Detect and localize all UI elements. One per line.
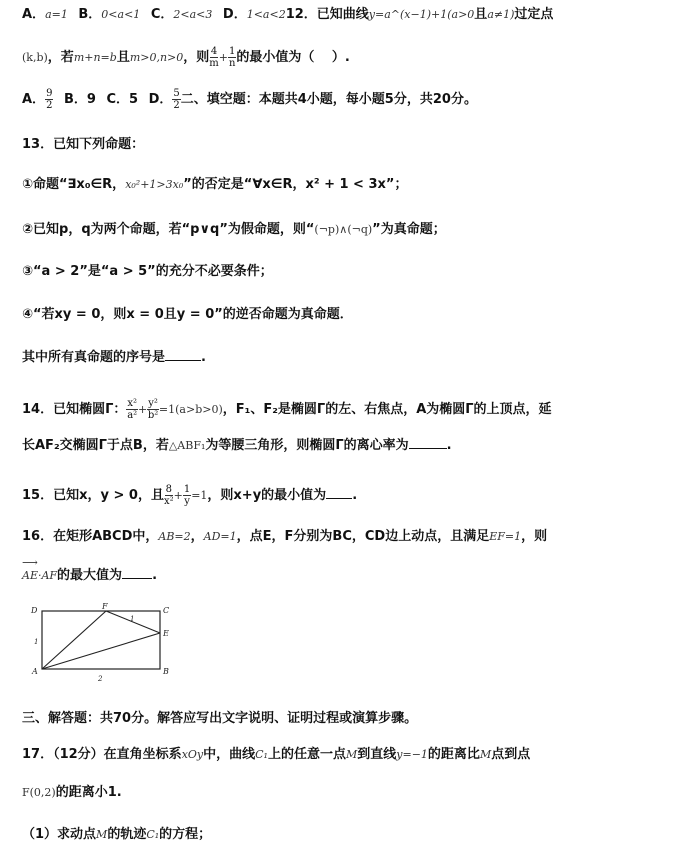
p2-text-a: ②已知p，q为两个命题，若“p∨q”为假命题，则“ [22,222,315,237]
option-b: B．9 [63,92,96,107]
section-3-heading: 三、解答题：共70分。解答应写出文字说明、证明过程或演算步骤。 [22,711,418,726]
ad-math: AD=1 [203,530,237,543]
plus-sign: + [218,51,228,64]
label-d: D [31,606,38,615]
q16-line-2 [22,566,157,585]
frac-den: 2 [173,100,180,111]
q12-line-2 [22,46,350,69]
label-b: B [163,667,169,676]
q17-text-b: 中，曲线 [203,747,256,762]
q12-point-math: (k,b) [22,51,48,64]
frac-num: 5 [173,88,180,99]
q16-text-c: ，则 [521,529,548,544]
q16-text-b: ，点E，F分别为BC，CD边上动点，且满足 [236,529,490,544]
q17-line-1 [22,746,530,764]
frac-den: x² [163,496,174,507]
q14-text-d: 为等腰三角形，则椭圆Γ的离心率为 [205,438,409,453]
p1-text-a: ①命题“∃x₀∈R， [22,177,126,192]
q13-heading: 13．已知下列命题： [22,137,145,152]
frac-num: y² [148,398,158,409]
fraction-4-over-m [209,46,218,69]
q12-text-and: 且 [116,50,130,65]
m-math: M [96,828,108,841]
answer-blank[interactable] [409,436,447,449]
label-side-2: 2 [98,675,103,683]
part1-text-b: 的轨迹 [107,827,147,842]
q15-line [22,484,357,507]
frac-num: 4 [210,46,218,57]
m-math: M [345,748,358,761]
q16-line-1 [22,528,547,546]
fraction-8-over-x2 [164,484,174,507]
q16-text-d: 的最大值为 [57,568,123,583]
q13-proposition-1 [22,176,407,194]
label-a: A [32,667,38,676]
fraction-5-over-2 [172,88,180,111]
q12-question-tail: 的最小值为（ ）. [236,50,350,65]
q13-question [22,348,206,367]
q14-text-b: ，F₁、F₂是椭圆Γ的左、右焦点，A为椭圆Γ的上顶点，延 [222,402,552,417]
q12-text-if: ，若 [47,50,74,65]
q13-proposition-3: ③“a > 2”是“a > 5”的充分不必要条件； [22,264,273,279]
q17-text-e: 的距离比 [427,747,480,762]
q12-and: 且 [474,7,488,22]
option-d-math: 1<a<2 [246,8,286,21]
q16-intro: 16．在矩形ABCD中， [22,529,159,544]
p1-math: x₀²+1>3x₀ [125,178,184,191]
segment-af [42,611,106,669]
segment-ae [42,633,160,669]
q14-line-2 [22,436,452,455]
triangle-math: △ABF₁ [168,439,206,452]
option-b-label: B． [78,7,102,22]
part1-text-a: （1）求动点 [22,827,97,842]
option-d-label: D． [222,7,247,22]
answer-blank[interactable] [326,486,352,499]
q17-intro: 17．（12分）在直角坐标系 [22,747,182,762]
option-c-math: 2<a<3 [173,8,213,21]
option-d-label: D． [148,92,173,107]
label-side-1: 1 [34,638,39,646]
eq-one: =1 [191,489,208,502]
p2-text-b: ”为真命题； [372,222,446,237]
q12-text-then: ，则 [183,50,210,65]
m-math: M [479,748,492,761]
frac-den: 2 [46,100,53,111]
frac-den: a² [127,410,138,421]
ef-math: EF=1 [489,530,522,543]
part1-text-d: 的方程； [159,827,212,842]
line-math: y=−1 [396,748,428,761]
fraction-x2-a2 [126,398,138,421]
options-line-q11 [22,6,553,24]
frac-den: b² [147,410,159,421]
frac-den: y [184,496,190,507]
q13-end: . [201,350,206,365]
fraction-y2-b2 [147,398,159,421]
q16-end: . [152,568,158,583]
frac-num: x² [127,398,138,409]
frac-den: m [209,58,219,69]
option-a-math: a=1 [45,8,68,21]
answer-blank[interactable] [122,566,152,579]
q14-text-c: 长AF₂交椭圆Γ于点B，若 [22,438,169,453]
answer-blank[interactable] [165,348,201,361]
xoy-math: xOy [181,748,204,761]
fraction-9-over-2 [45,88,53,111]
comma: ， [190,529,204,544]
q15-intro: 15．已知x，y > 0，且 [22,488,164,503]
rectangle-figure [26,602,176,684]
q12-fixed-point-text: 过定点 [514,7,554,22]
q14-end: . [446,438,452,453]
q12-curve-math: y=a^(x−1)+1(a>0 [368,8,475,21]
q12-intro: 12．已知曲线 [285,7,369,22]
frac-den: n [228,58,236,69]
q15-end: . [352,488,358,503]
q17-text-c: 上的任意一点 [267,747,346,762]
q13-ask-text: 其中所有真命题的序号是 [22,350,166,365]
label-f: F [102,602,108,611]
q17-line-2 [22,784,122,802]
ellipse-eq-math: =1(a>b>0) [158,403,223,416]
vector-product-math: ⟶ AE·AF [22,567,57,585]
frac-num: 1 [229,46,236,57]
q13-proposition-2 [22,221,446,239]
p1-text-b: ”的否定是“∀x∈R，x² + 1 < 3x”； [183,177,408,192]
label-c: C [163,606,170,615]
c1-math: C₁ [146,828,160,841]
frac-num: 8 [165,484,172,495]
point-f-math: F(0,2) [22,786,56,799]
option-c-label: C． [150,7,174,22]
q14-line-1: 14．已知椭圆Γ： $\frac{\text{x²}}{\text{a²}}$ + $\frac{\text{y²}}{\text{b²}}$ =1(a>b>0)，F₁、F₂是椭圆Γ的左、右焦点，A为椭圆Γ的上顶点，延 [22,398,552,421]
label-ef-1: 1 [130,615,135,623]
fraction-1-over-y [183,484,191,507]
q17-text-d: 到直线 [357,747,397,762]
q17-text-f: 点到点 [491,747,531,762]
q12-cond-math: m>0,n>0 [129,51,184,64]
option-a-label: A． [22,7,46,22]
rectangle-abcd [42,611,160,669]
option-a-label: A． [22,92,46,107]
q17-text-g: 的距离小1. [55,785,122,800]
section-2-heading: 二、填空题：本题共4小题，每小题5分，共20分。 [180,92,477,107]
q15-text-b: ，则x+y的最小值为 [207,488,327,503]
option-c: C．5 [106,92,139,107]
frac-num: 9 [46,88,53,99]
p2-math: (¬p)∧(¬q) [314,223,373,236]
ab-math: AB=2 [158,530,191,543]
option-b-math: 0<a<1 [101,8,141,21]
q12-eq-math: m+n=b [73,51,117,64]
label-e: E [163,629,169,638]
q12-condition-math: a≠1) [487,8,515,21]
plus-sign: + [173,489,183,502]
options-line-q12 [22,88,477,111]
q17-part-1 [22,826,211,844]
q14-intro: 14．已知椭圆Γ： [22,402,127,417]
q13-proposition-4: ④“若xy = 0，则x = 0且y = 0”的逆否命题为真命题． [22,307,353,322]
c1-math: C₁ [255,748,268,761]
frac-num: 1 [183,484,191,495]
